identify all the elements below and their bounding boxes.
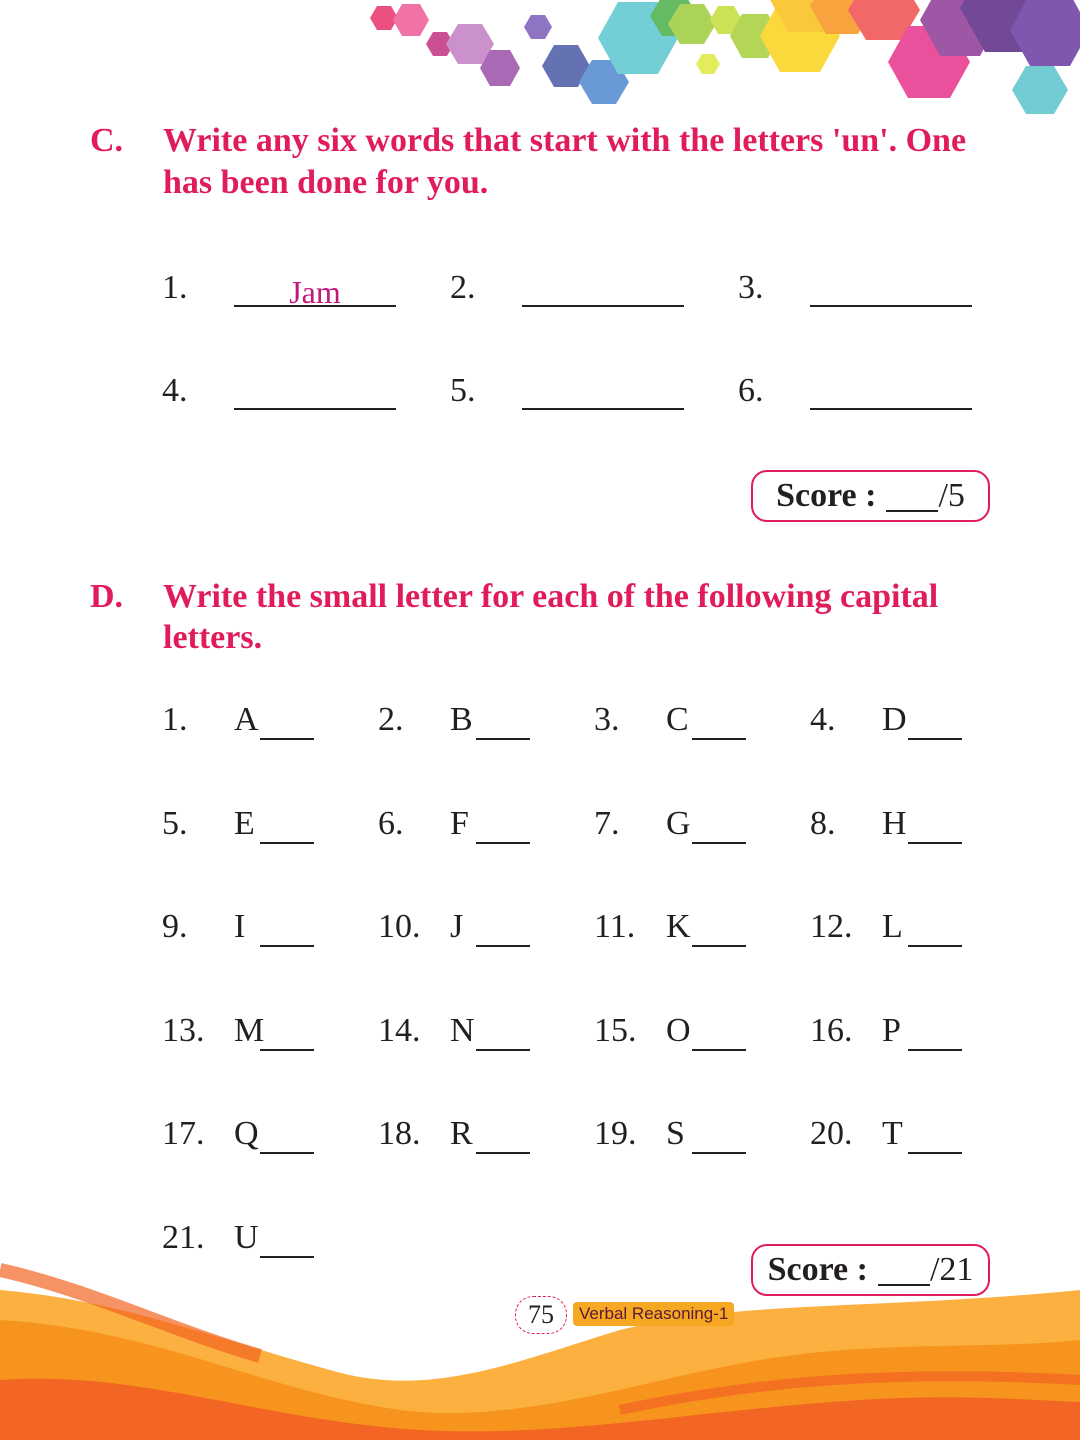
d-item-number: 1. [162,701,188,738]
d-item-number: 10. [378,908,421,945]
d-capital-letter: D [882,701,907,738]
d-small-letter-blank[interactable] [908,1114,962,1154]
d-small-letter-blank[interactable] [908,1011,962,1051]
d-small-letter-blank[interactable] [260,1114,314,1154]
d-item-number: 4. [810,701,836,738]
d-capital-letter: F [450,805,469,842]
d-small-letter-blank[interactable] [692,1011,746,1051]
section-d-instruction-line2: letters. [163,619,263,656]
d-item-number: 17. [162,1115,205,1152]
c-item-number: 1. [162,269,188,306]
c-answer-blank[interactable] [810,265,972,307]
d-item-number: 16. [810,1012,853,1049]
d-capital-letter: N [450,1012,475,1049]
d-item-number: 9. [162,908,188,945]
d-capital-letter: U [234,1219,259,1256]
d-item-number: 11. [594,908,636,945]
section-d-instruction-line1: Write the small letter for each of the following capital [163,578,939,615]
d-item-number: 3. [594,701,620,738]
c-item-number: 4. [162,372,188,409]
d-small-letter-blank[interactable] [476,700,530,740]
d-small-letter-blank[interactable] [692,1114,746,1154]
d-capital-letter: S [666,1115,685,1152]
section-d-letter: D. [90,578,124,615]
d-small-letter-blank[interactable] [908,700,962,740]
d-item-number: 13. [162,1012,205,1049]
d-capital-letter: J [450,908,464,945]
d-item-number: 5. [162,805,188,842]
d-item-number: 2. [378,701,404,738]
d-item-number: 18. [378,1115,421,1152]
c-item-number: 5. [450,372,476,409]
c-item-number: 6. [738,372,764,409]
section-c-instruction-line2: has been done for you. [163,164,489,201]
d-capital-letter: I [234,908,246,945]
d-item-number: 6. [378,805,404,842]
d-capital-letter: P [882,1012,901,1049]
d-capital-letter: C [666,701,689,738]
d-capital-letter: R [450,1115,473,1152]
d-item-number: 14. [378,1012,421,1049]
d-capital-letter: H [882,805,907,842]
d-capital-letter: A [234,701,259,738]
d-item-number: 20. [810,1115,853,1152]
score-blank[interactable] [886,480,938,512]
d-capital-letter: T [882,1115,903,1152]
page-number: 75 [515,1296,567,1334]
c-answer-blank[interactable] [234,368,396,410]
d-small-letter-blank[interactable] [260,1011,314,1051]
score-total: /5 [938,477,965,514]
d-small-letter-blank[interactable] [476,1114,530,1154]
section-c-score-box [751,470,990,522]
d-capital-letter: E [234,805,255,842]
d-item-number: 15. [594,1012,637,1049]
score-total: /21 [929,1251,974,1288]
section-c-letter: C. [90,122,124,159]
c-answer-blank[interactable] [522,368,684,410]
d-capital-letter: B [450,701,473,738]
d-item-number: 8. [810,805,836,842]
d-item-number: 7. [594,805,620,842]
d-small-letter-blank[interactable] [908,907,962,947]
score-label: Score : [776,477,877,514]
wave-decoration [0,1260,1080,1440]
d-capital-letter: M [234,1012,265,1049]
c-item-number: 3. [738,269,764,306]
d-capital-letter: Q [234,1115,259,1152]
score-label: Score : [767,1251,868,1288]
d-capital-letter: L [882,908,903,945]
d-item-number: 21. [162,1219,205,1256]
c-example-answer: Jam [289,274,341,310]
section-c-instruction-line1: Write any six words that start with the letters 'un'. One [163,122,967,159]
d-small-letter-blank[interactable] [260,1218,314,1258]
d-small-letter-blank[interactable] [476,1011,530,1051]
d-small-letter-blank[interactable] [260,804,314,844]
d-item-number: 12. [810,908,853,945]
d-capital-letter: K [666,908,691,945]
d-small-letter-blank[interactable] [476,804,530,844]
c-answer-blank[interactable] [810,368,972,410]
c-item-number: 2. [450,269,476,306]
d-small-letter-blank[interactable] [908,804,962,844]
d-capital-letter: G [666,805,691,842]
d-small-letter-blank[interactable] [260,907,314,947]
d-small-letter-blank[interactable] [692,907,746,947]
d-small-letter-blank[interactable] [692,700,746,740]
d-item-number: 19. [594,1115,637,1152]
book-title-label: Verbal Reasoning-1 [573,1302,734,1326]
d-small-letter-blank[interactable] [260,700,314,740]
hexagon-decoration [0,0,1080,130]
d-small-letter-blank[interactable] [476,907,530,947]
d-small-letter-blank[interactable] [692,804,746,844]
d-capital-letter: O [666,1012,691,1049]
c-answer-blank[interactable] [522,265,684,307]
